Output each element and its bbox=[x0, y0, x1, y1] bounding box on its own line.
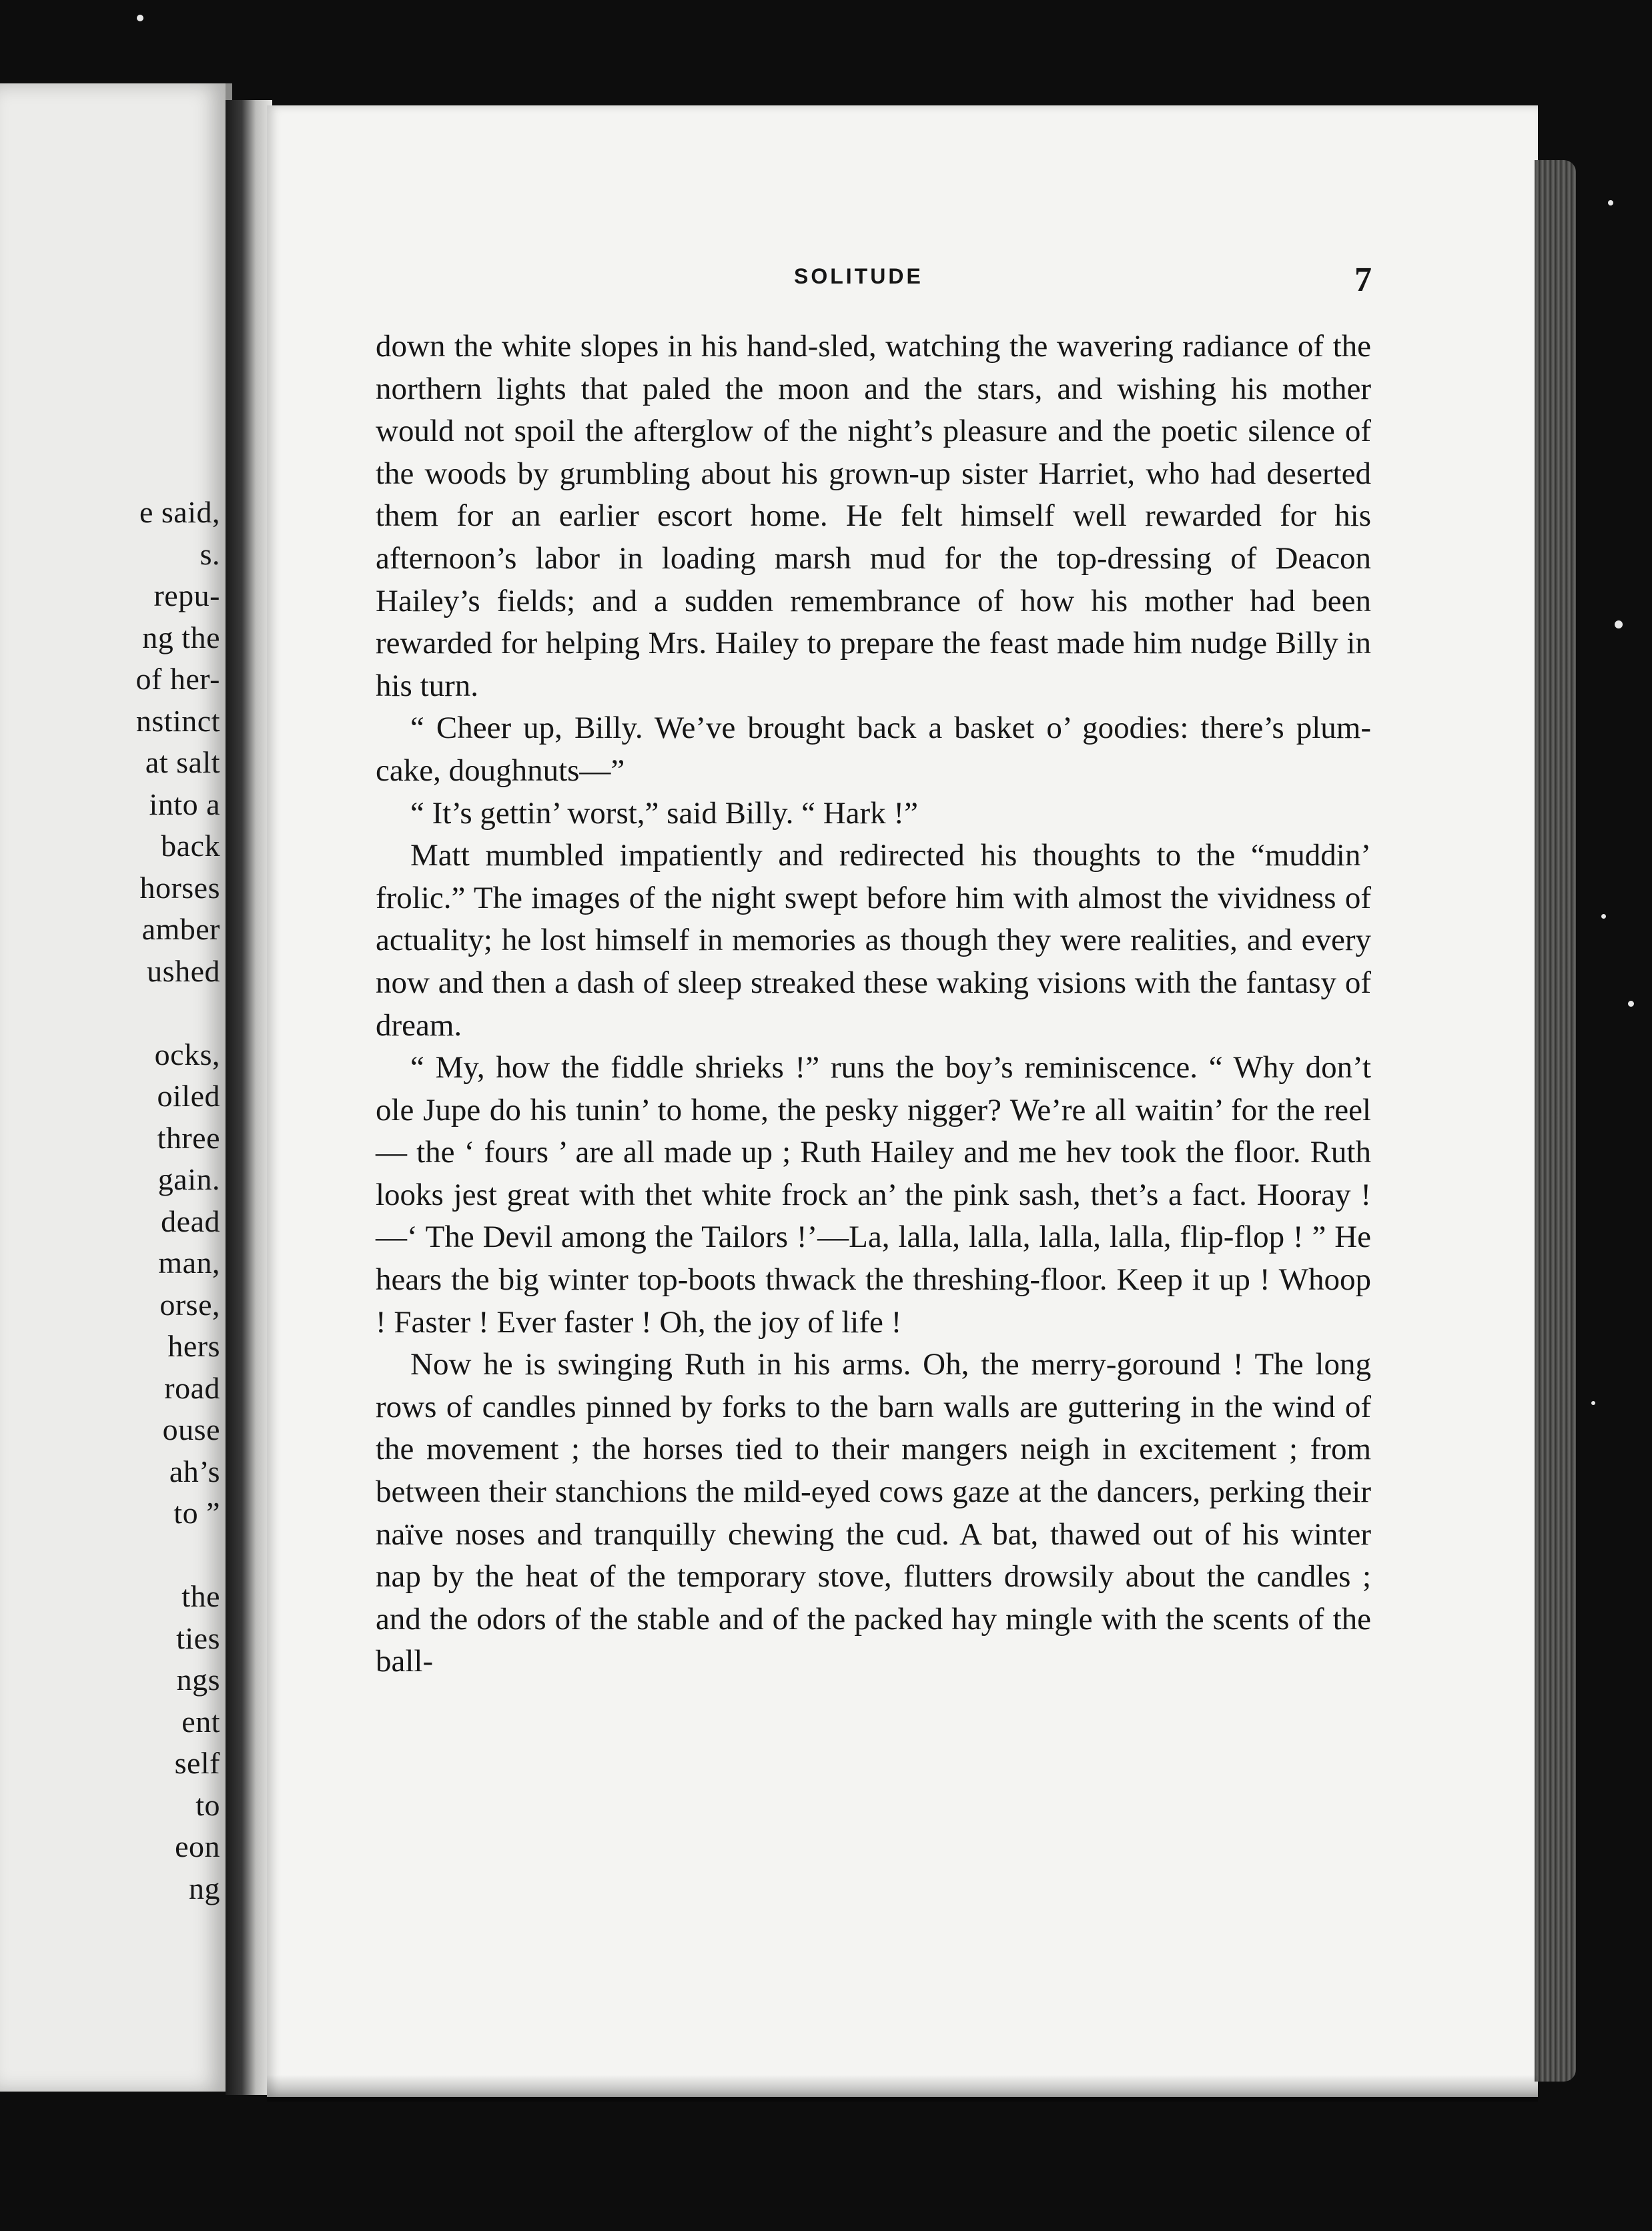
paragraph: Now he is swinging Ruth in his arms. Oh, the merry-goround ! The long rows of candles pinned by forks to the barn walls are guttering in the wind of the movement ; the horses tied to their mangers neigh in excitement ; from between their stanchions the mild-eyed cows gaze at the dancers, perking their naïve noses and tranquilly chewing the cud. A bat, thawed out of his winter nap by the heat of the temporary stove, flutters drowsily about the candles ; and the odors of the stable and of the packed hay mingle with the scents of the ball- bbox=[376, 1347, 1371, 1679]
paragraph: Matt mumbled impatiently and redirected his thoughts to the “muddin’ frolic.” The images of the night swept before him with almost the vividness of actuality; he lost himself in memories as though they were realities, and every now and then a dash of sleep streaked these waking visions with the fantasy of dream. bbox=[376, 838, 1371, 1043]
left-page-text-fragments: e said, s. repu- ng the of her- nstinct at salt into a back horses amber ushed ocks, oiled three gain. dead man, orse, hers road ouse ah’s to ” the ties ngs ent self to eon ng bbox=[135, 495, 220, 1905]
page-number: 7 bbox=[1354, 261, 1372, 299]
scan-speck bbox=[137, 15, 143, 21]
scan-speck bbox=[1615, 620, 1623, 628]
paragraph: “ My, how the fiddle shrieks !” runs the boy’s reminiscence. “ Why don’t ole Jupe do his tunin’ to home, the pesky nigger? We’re all waitin’ for the reel — the ‘ fours ’ are all made up ; Ruth Hailey and me hev took the floor. Ruth looks jest great with thet white frock an’ the pink sash, thet’s a fact. Hooray !—‘ The Devil among the Tailors !’—La, lalla, lalla, lalla, lalla, flip-flop ! ” He hears the big winter top-boots thwack the threshing-floor. Keep it up ! Whoop ! Faster ! Ever faster ! Oh, the joy of life ! bbox=[376, 1050, 1371, 1340]
page-edges bbox=[1535, 160, 1576, 2082]
scan-speck bbox=[1601, 914, 1606, 919]
paragraph: “ It’s gettin’ worst,” said Billy. “ Hark !” bbox=[410, 795, 918, 831]
scan-speck bbox=[1608, 200, 1613, 205]
paragraph: “ Cheer up, Billy. We’ve brought back a basket o’ goodies: there’s plum-cake, doughnuts—” bbox=[376, 711, 1371, 788]
scan-speck bbox=[1591, 1401, 1595, 1405]
running-head: SOLITUDE bbox=[794, 264, 923, 288]
body-text bbox=[376, 326, 1371, 1683]
page-bottom-shadow bbox=[267, 2075, 1538, 2102]
paragraph: down the white slopes in his hand-sled, watching the wavering radiance of the northern lights that paled the moon and the stars, and wishing his mother would not spoil the afterglow of the night’s pleasure and the poetic silence of the woods by grumbling about his grown-up sister Harriet, who had deserted them for an earlier escort home. He felt himself well rewarded for his afternoon’s labor in loading marsh mud for the top-dressing of Deacon Hailey’s fields; and a sudden remembrance of how his mother had been rewarded for helping Mrs. Hailey to prepare the feast made him nudge Billy in his turn. bbox=[376, 329, 1371, 703]
book-gutter bbox=[226, 100, 272, 2095]
scan-speck bbox=[1628, 1001, 1634, 1007]
left-page bbox=[0, 83, 232, 2092]
